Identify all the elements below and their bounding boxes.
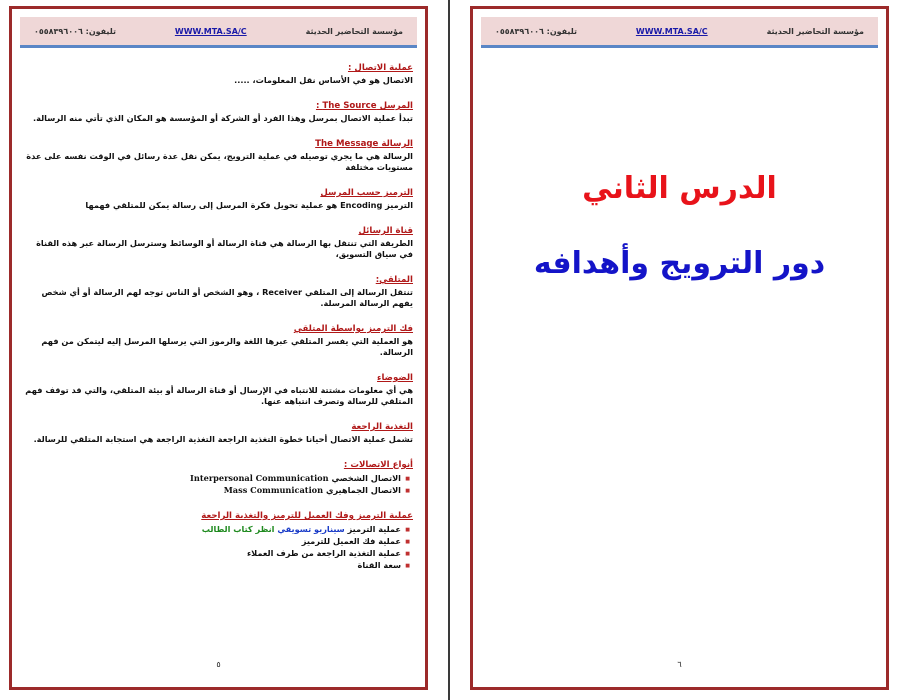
section-heading: الضوضاء [377, 373, 413, 383]
section-communication [24, 63, 413, 86]
list-item: ■ عملية التغذية الراجعة من طرف العملاء [24, 548, 401, 559]
lesson-subtitle: دور الترويج وأهدافه [533, 246, 826, 281]
section-decoding [24, 324, 413, 358]
section-communication-types [24, 460, 413, 496]
types-list [24, 473, 413, 496]
section-heading: المتلقي: [375, 275, 413, 285]
header-org: مؤسسة التحاضير الحديثة [766, 26, 864, 36]
section-text: الترميز Encoding هو عملية تحويل فكرة المرسل إلى رسالة يمكن للمتلقي فهمها [85, 200, 413, 210]
section-encoding [24, 188, 413, 211]
section-text: تشمل عملية الاتصال أحيانا خطوة التغذية الراجعة التغذية الراجعة هي استجابة المتلقي للرسالة. [33, 434, 413, 444]
list-item [24, 485, 401, 496]
section-heading: الترميز حسب المرسل [320, 188, 413, 198]
section-heading: أنواع الاتصالات : [343, 460, 413, 470]
list-item: ■ عملية فك العميل للترميز [24, 536, 401, 547]
section-text: الطريقة التي تنتقل بها الرسالة هي قناة الرسالة أو الوسائط وسترسل الرسالة عبر هذه القناة في سياق التسويق، [36, 238, 413, 259]
section-text: تنتقل الرسالة إلى المتلقي Receiver ، وهو الشخص أو الناس توجه لهم الرسالة أو أي شخص يفهم الرسالة المرسلة. [41, 287, 413, 308]
lesson-title: الدرس الثاني [582, 171, 777, 206]
section-text: هي أي معلومات مشتتة للانتباه في الإرسال أو قناة الرسالة أو بيئة المتلقي، والتي قد توقف فهم المتلقي للرسالة وتصرف انتباهه عنها. [25, 385, 413, 406]
header-divider [481, 45, 878, 48]
page-gutter [448, 0, 450, 700]
section-text: الاتصال هو في الأساس نقل المعلومات، ..... [234, 75, 413, 85]
section-process [24, 511, 413, 571]
item-highlight-green: انظر كتاب الطالب [201, 524, 275, 534]
header-website-link[interactable]: WWW.MTA.SA/C [635, 26, 708, 36]
item-english: Mass Communication [223, 485, 324, 495]
section-heading: عملية الترميز وفك العميل للترميز والتغذية الراجعة [201, 511, 413, 521]
section-heading: قناة الرسائل [358, 226, 413, 236]
header-org: مؤسسة التحاضير الحديثة [305, 26, 403, 36]
document-page-left [9, 6, 428, 690]
item-text: عملية الترميز [347, 524, 401, 534]
header-website-link[interactable]: WWW.MTA.SA/C [174, 26, 247, 36]
section-receiver [24, 275, 413, 309]
header-phone: تليفون: ٠٥٥٨٣٩٦٠٠٦ [495, 26, 577, 36]
list-item: ■ سعة القناة [24, 560, 401, 571]
item-highlight-blue: سيناريو تسويقي [277, 524, 345, 534]
section-message [24, 139, 413, 173]
section-heading: الرسالة The Message [315, 139, 413, 149]
section-heading: التغذية الراجعة [351, 422, 413, 432]
page-content [24, 63, 413, 586]
section-text: تبدأ عملية الاتصال بمرسل وهذا الفرد أو الشركة أو المؤسسة هو المكان الذي تأتي منه الرسالة. [33, 113, 413, 123]
section-feedback [24, 422, 413, 445]
page-number: ٦ [677, 660, 682, 669]
header-divider [20, 45, 417, 48]
page-number: ٥ [216, 660, 221, 669]
item-arabic: الاتصال الشخصي [331, 473, 401, 483]
section-text: هو العملية التي يفسر المتلقي عبرها اللغة والرموز التي يرسلها المرسل إليه ليتمكن من فهم الرسالة. [41, 336, 413, 357]
header-phone: تليفون: ٠٥٥٨٣٩٦٠٠٦ [34, 26, 116, 36]
list-item [24, 473, 401, 484]
section-text: الرسالة هي ما يجري توصيله في عملية الترويج، يمكن نقل عدة رسائل في الوقت نفسه على عدة مستويات مختلفة [26, 151, 413, 172]
page-header [20, 17, 417, 45]
list-item [24, 524, 401, 535]
section-channel [24, 226, 413, 260]
item-arabic: الاتصال الجماهيري [325, 485, 401, 495]
section-heading: فك الترميز بواسطة المتلقي [293, 324, 413, 334]
document-page-right [470, 6, 889, 690]
section-noise [24, 373, 413, 407]
section-heading: عملية الاتصال : [347, 63, 413, 73]
section-source [24, 101, 413, 124]
item-english: Interpersonal Communication [190, 473, 329, 483]
page-header [481, 17, 878, 45]
section-heading: المرسل The Source : [315, 101, 413, 111]
process-list [24, 524, 413, 571]
